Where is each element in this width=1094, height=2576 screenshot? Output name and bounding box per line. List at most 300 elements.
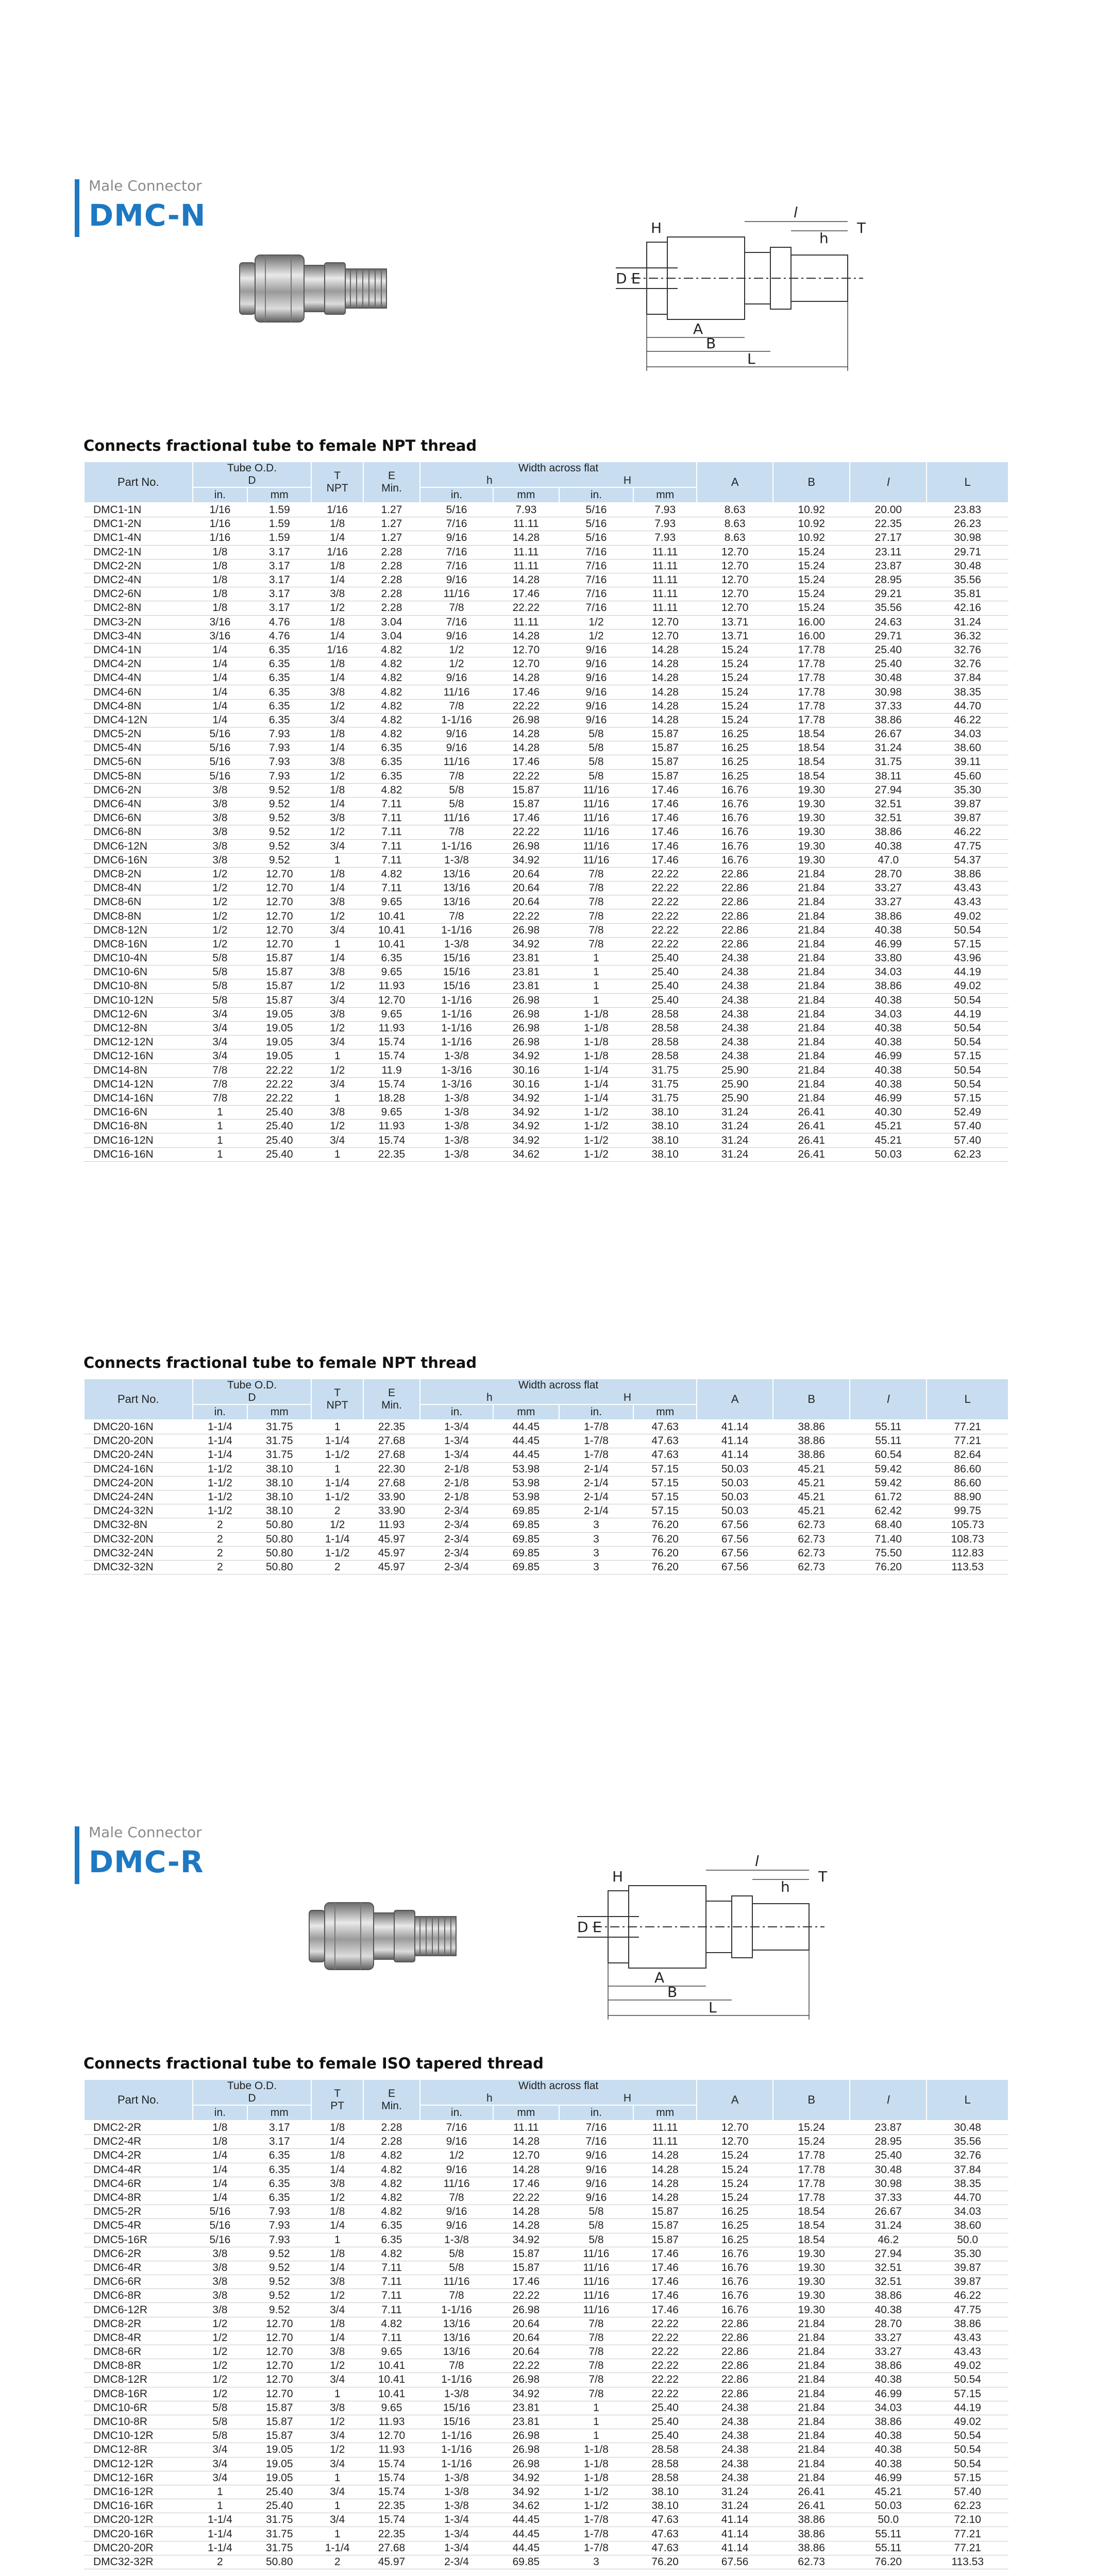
table-cell: 1/4 [193,671,248,685]
table-cell: 1-1/4 [193,1448,248,1462]
table-cell: 15.87 [493,797,559,811]
table-cell: 7/16 [420,559,493,573]
table-cell: 21.84 [773,1091,850,1105]
table-cell: 15/16 [420,979,493,993]
table-cell: 13/16 [420,2331,493,2345]
part-number-cell: DMC2-4R [84,2135,193,2149]
table-cell: 1-1/8 [559,2457,633,2471]
table-cell: 38.86 [850,909,927,923]
part-number-cell: DMC16-16N [84,1147,193,1161]
table-cell: 15.74 [363,2485,420,2499]
table-cell: 3/8 [311,685,363,699]
table-cell: 3/4 [193,2457,248,2471]
table-row [84,1147,1008,1161]
table-cell: 45.21 [773,1462,850,1476]
part-number-cell: DMC6-2N [84,783,193,797]
table-cell: 28.70 [850,2317,927,2331]
table-cell: 3.17 [247,587,311,601]
table-cell: 9/16 [420,531,493,545]
table-cell: 26.41 [773,1106,850,1120]
table-cell: 22.22 [633,2345,697,2359]
table-cell: 4.82 [363,727,420,741]
table-cell: 17.78 [773,685,850,699]
table-cell: 16.76 [697,811,773,825]
table-cell: 15.24 [773,2135,850,2149]
table-cell: 75.50 [850,1546,927,1560]
table-cell: 3/8 [311,965,363,979]
table-cell: 16.25 [697,755,773,769]
table-cell: 57.15 [927,1049,1008,1063]
table-cell: 22.86 [697,2373,773,2387]
table-row [84,601,1008,615]
table-cell: 26.98 [493,2429,559,2443]
table-cell: 19.05 [247,1049,311,1063]
table-cell: 21.84 [773,2415,850,2429]
table-cell: 15.24 [697,2177,773,2191]
part-number-cell: DMC10-6R [84,2401,193,2415]
table-cell: 38.10 [633,1133,697,1147]
table-cell: 11.11 [493,2121,559,2135]
tube-od-label: Tube O.D. [227,462,277,474]
table-cell: 32.76 [927,2149,1008,2163]
table-cell: 22.22 [493,825,559,839]
table-row [84,993,1008,1007]
table-cell: 5/16 [193,2205,248,2219]
table-cell: 1-3/16 [420,1063,493,1077]
table-cell: 34.03 [850,1007,927,1021]
table-cell: 34.92 [493,1133,559,1147]
part-number-cell: DMC6-8N [84,825,193,839]
table-cell: 7/8 [559,923,633,937]
table-cell: 7/16 [559,2135,633,2149]
table-cell: 1/16 [193,531,248,545]
table-cell: 14.28 [493,573,559,587]
table-cell: 17.78 [773,2163,850,2177]
table-cell: 9.65 [363,1106,420,1120]
title-accent-bar [75,179,79,237]
table-cell: 1/2 [193,867,248,881]
table-cell: 12.70 [697,2121,773,2135]
table-cell: 1-1/16 [420,923,493,937]
table-row [84,1560,1008,1574]
table-cell: 15.87 [493,2247,559,2261]
part-number-cell: DMC4-2R [84,2149,193,2163]
section-dmc-r [0,1752,1094,2576]
table-row [84,839,1008,853]
table-cell: 1-1/4 [193,2541,248,2555]
col-header-b: B [773,2079,850,2121]
table-cell: 1-1/2 [559,1133,633,1147]
table-cell: 11/16 [420,2275,493,2289]
table-cell: 69.85 [493,2555,559,2569]
table-cell: 44.45 [493,1448,559,1462]
table-row [84,909,1008,923]
col-header-tube-od [193,1379,312,1404]
table-cell: 9/16 [559,2163,633,2177]
table-row [84,2471,1008,2485]
table-cell: 5/8 [559,741,633,755]
table-cell: 2 [311,2555,363,2569]
table-cell: 30.98 [850,2177,927,2191]
t-label: T [334,2088,341,2099]
table-cell: 15.87 [633,2219,697,2233]
table-cell: 62.23 [927,2499,1008,2513]
table-cell: 3/8 [311,895,363,909]
table-cell: 11/16 [559,2289,633,2303]
table-cell: 57.40 [927,1120,1008,1133]
table-cell: 40.38 [850,839,927,853]
table-cell: 7/8 [420,909,493,923]
part-number-cell: DMC12-12N [84,1036,193,1049]
part-number-cell: DMC6-2R [84,2247,193,2261]
table-cell: 6.35 [247,643,311,657]
table-cell: 62.23 [927,1147,1008,1161]
table-cell: 32.76 [927,657,1008,671]
width-label: Width across flat [518,2080,599,2092]
table-cell: 69.85 [493,1560,559,1574]
table-cell: 18.54 [773,741,850,755]
table-cell: 33.90 [363,1490,420,1504]
table-cell: 9.52 [247,2261,311,2275]
table-cell: 22.22 [633,867,697,881]
table-cell: 3/4 [311,923,363,937]
table-cell: 3/4 [193,2443,248,2457]
col-header-a: A [697,462,773,503]
table-row [84,615,1008,629]
table-cell: 2-1/8 [420,1462,493,1476]
table-cell: 22.22 [493,909,559,923]
table-cell: 43.96 [927,952,1008,965]
table-cell: 40.38 [850,2443,927,2457]
table-cell: 43.43 [927,2345,1008,2359]
table-cell: 22.22 [633,882,697,895]
table-cell: 9/16 [559,685,633,699]
table-cell: 34.92 [493,1120,559,1133]
table-cell: 47.75 [927,839,1008,853]
table-cell: 15.24 [697,643,773,657]
table-cell: 17.78 [773,2191,850,2205]
table-cell: 9.52 [247,2303,311,2317]
table-cell: 1-1/2 [193,1504,248,1518]
part-number-cell: DMC14-12N [84,1077,193,1091]
table-cell: 11.11 [633,587,697,601]
part-number-cell: DMC12-6N [84,1007,193,1021]
table-cell: 38.86 [773,1448,850,1462]
table-cell: 67.56 [697,1518,773,1532]
table-cell: 26.41 [773,1133,850,1147]
table-cell: 7/8 [559,2387,633,2401]
part-number-cell: DMC6-4N [84,797,193,811]
table-cell: 5/16 [559,517,633,531]
table-cell: 17.46 [633,839,697,853]
table-cell: 16.76 [697,825,773,839]
table-cell: 22.86 [697,882,773,895]
table-cell: 38.86 [850,2415,927,2429]
table-cell: 26.23 [927,517,1008,531]
table-cell: 22.86 [697,895,773,909]
table-cell: 14.28 [493,2135,559,2149]
table-row [84,2303,1008,2317]
table-cell: 9.65 [363,895,420,909]
table-cell: 31.75 [633,1091,697,1105]
table-cell: 53.98 [493,1476,559,1490]
table-cell: 24.38 [697,965,773,979]
table-cell: 2.28 [363,573,420,587]
table-cell: 1/8 [311,783,363,797]
part-number-cell: DMC16-12R [84,2485,193,2499]
table-cell: 39.87 [927,2261,1008,2275]
table-cell: 22.86 [697,2331,773,2345]
table-cell: 3/4 [311,1133,363,1147]
table-row [84,2555,1008,2569]
table-cell: 71.40 [850,1532,927,1546]
table-cell: 44.19 [927,1007,1008,1021]
table-cell: 1-7/8 [559,1434,633,1448]
table-cell: 5/8 [193,979,248,993]
table-cell: 15.74 [363,2471,420,2485]
table-cell: 7/8 [559,882,633,895]
table-cell: 10.41 [363,2387,420,2401]
table-cell: 1-1/2 [559,1106,633,1120]
table-cell: 11.93 [363,1518,420,1532]
table-cell: 7/8 [559,2317,633,2331]
table-cell: 1-1/16 [420,1021,493,1035]
table-cell: 1-1/8 [559,2471,633,2485]
table-cell: 26.41 [773,2485,850,2499]
table-cell: 30.48 [927,2121,1008,2135]
table-cell: 49.02 [927,2359,1008,2373]
table-cell: 1/2 [311,979,363,993]
table-cell: 23.87 [850,559,927,573]
table-cell: 7.11 [363,882,420,895]
table-cell: 1/2 [193,923,248,937]
table-cell: 36.32 [927,629,1008,643]
table-cell: 25.40 [633,2429,697,2443]
product-title: DMC-N [89,198,206,233]
table-cell: 1/8 [193,573,248,587]
table-cell: 17.46 [633,783,697,797]
table-cell: 4.82 [363,2149,420,2163]
table-row [84,2163,1008,2177]
product-title: DMC-R [89,1844,204,1879]
table-cell: 6.35 [247,2149,311,2163]
table-cell: 11.11 [493,559,559,573]
table-cell: 22.86 [697,2359,773,2373]
table-cell: 7/16 [420,517,493,531]
table-cell: 38.60 [927,2219,1008,2233]
table-cell: 14.28 [633,685,697,699]
table-cell: 1 [311,937,363,951]
part-number-cell: DMC12-16N [84,1049,193,1063]
table-cell: 11.9 [363,1063,420,1077]
table-row [84,1091,1008,1105]
table-cell: 26.98 [493,923,559,937]
table-cell: 5/16 [559,503,633,517]
table-cell: 1/2 [311,2289,363,2303]
table-cell: 7/16 [559,559,633,573]
table-cell: 6.35 [363,2219,420,2233]
part-number-cell: DMC6-12N [84,839,193,853]
table-cell: 31.24 [697,1133,773,1147]
table-cell: 22.22 [247,1063,311,1077]
part-number-cell: DMC20-20N [84,1434,193,1448]
table-cell: 27.94 [850,2247,927,2261]
part-number-cell: DMC14-8N [84,1063,193,1077]
table-cell: 5/8 [420,2247,493,2261]
table-cell: 1/2 [311,601,363,615]
table-cell: 6.35 [363,952,420,965]
h-small-label: h [486,1392,493,1403]
part-number-cell: DMC4-6R [84,2177,193,2191]
table-cell: 45.21 [850,1120,927,1133]
table-cell: 1-3/4 [420,1448,493,1462]
table-cell: 1/2 [311,1120,363,1133]
table-cell: 27.17 [850,531,927,545]
label-L: L [747,350,755,367]
table-cell: 25.40 [633,979,697,993]
table-cell: 25.40 [247,1120,311,1133]
table-cell: 43.43 [927,2331,1008,2345]
table-cell: 1/2 [311,2359,363,2373]
table-cell: 1/16 [311,643,363,657]
table-cell: 2-3/4 [420,1532,493,1546]
table-cell: 40.38 [850,2303,927,2317]
table-cell: 1-1/8 [559,1036,633,1049]
table-cell: 5/8 [559,769,633,783]
table-cell: 1-3/8 [420,1133,493,1147]
table-cell: 1/16 [311,545,363,559]
d-label: D [248,1392,256,1403]
table-cell: 22.22 [633,923,697,937]
table-cell: 1 [559,2401,633,2415]
table-cell: 15.87 [247,2429,311,2443]
table-cell: 33.90 [363,1504,420,1518]
table-cell: 3 [559,1532,633,1546]
table-row [84,1462,1008,1476]
table-cell: 40.38 [850,923,927,937]
table-cell: 11/16 [559,825,633,839]
tube-od-label: Tube O.D. [227,2080,277,2092]
table-cell: 22.86 [697,2345,773,2359]
table-cell: 67.56 [697,1532,773,1546]
table-cell: 3/4 [193,2471,248,2485]
table-cell: 1-1/8 [559,1007,633,1021]
col-header-width [420,2079,697,2105]
col-header-l: l [850,2079,927,2121]
table-row [84,1476,1008,1490]
table-cell: 15.74 [363,1049,420,1063]
table-row [84,1133,1008,1147]
table-cell: 21.84 [773,2429,850,2443]
table-cell: 5/8 [193,993,248,1007]
unit-in: in. [420,1404,493,1420]
table-cell: 9/16 [420,2219,493,2233]
table-cell: 15.24 [697,671,773,685]
table-cell: 7.93 [247,755,311,769]
table-cell: 1/8 [311,867,363,881]
table-cell: 38.86 [850,2359,927,2373]
table-cell: 10.92 [773,531,850,545]
table-cell: 4.82 [363,2177,420,2191]
table-cell: 21.84 [773,882,850,895]
table-cell: 6.35 [363,741,420,755]
table-cell: 1 [193,1147,248,1161]
table-cell: 1-1/16 [420,2457,493,2471]
table-row [84,1546,1008,1560]
table-cell: 4.82 [363,713,420,727]
table-cell: 15/16 [420,2415,493,2429]
table-row [84,1036,1008,1049]
label-h: h [819,230,829,247]
table-cell: 50.0 [927,2233,1008,2247]
part-number-cell: DMC16-12N [84,1133,193,1147]
table-cell: 22.35 [363,1147,420,1161]
table-cell: 14.28 [493,741,559,755]
table-row [84,1021,1008,1035]
table-cell: 15.87 [633,2233,697,2247]
dimension-table [83,461,1009,1162]
table-cell: 12.70 [247,909,311,923]
table-cell: 1/2 [193,2331,248,2345]
table-cell: 46.99 [850,2387,927,2401]
table-cell: 14.28 [633,643,697,657]
table-cell: 30.98 [850,685,927,699]
part-number-cell: DMC10-12N [84,993,193,1007]
table-cell: 12.70 [493,643,559,657]
table-cell: 9/16 [559,2191,633,2205]
connector-photo [234,242,394,335]
table-cell: 57.15 [927,937,1008,951]
table-cell: 2 [193,2555,248,2569]
table-cell: 34.92 [493,937,559,951]
table-row [84,531,1008,545]
dimension-drawing [577,1855,866,2050]
table-cell: 17.46 [633,2275,697,2289]
table-cell: 34.92 [493,1091,559,1105]
table-cell: 22.22 [493,699,559,713]
table-cell: 25.40 [850,657,927,671]
table-row [84,2345,1008,2359]
label-h: h [781,1878,790,1895]
table-cell: 76.20 [633,1560,697,1574]
table-cell: 1-1/4 [193,2513,248,2527]
table-cell: 1/8 [193,2121,248,2135]
unit-in: in. [193,487,248,503]
table-cell: 3/4 [311,1077,363,1091]
table-cell: 45.21 [773,1490,850,1504]
table-cell: 39.87 [927,811,1008,825]
table-row [84,2443,1008,2457]
table-cell: 16.76 [697,2275,773,2289]
table-cell: 35.56 [850,601,927,615]
table-cell: 22.30 [363,1462,420,1476]
part-number-cell: DMC4-8N [84,699,193,713]
table-cell: 2-1/4 [559,1490,633,1504]
table-cell: 6.35 [363,2233,420,2247]
table-cell: 24.63 [850,615,927,629]
table-cell: 9/16 [559,657,633,671]
table-cell: 2-3/4 [420,1504,493,1518]
table-cell: 3/8 [311,2275,363,2289]
table-row [84,1448,1008,1462]
table-row [84,503,1008,517]
table-cell: 1-1/16 [420,2303,493,2317]
table-cell: 9.52 [247,825,311,839]
table-cell: 50.54 [927,993,1008,1007]
table-cell: 1/8 [193,587,248,601]
table-cell: 5/8 [193,952,248,965]
table-cell: 113.53 [927,1560,1008,1574]
